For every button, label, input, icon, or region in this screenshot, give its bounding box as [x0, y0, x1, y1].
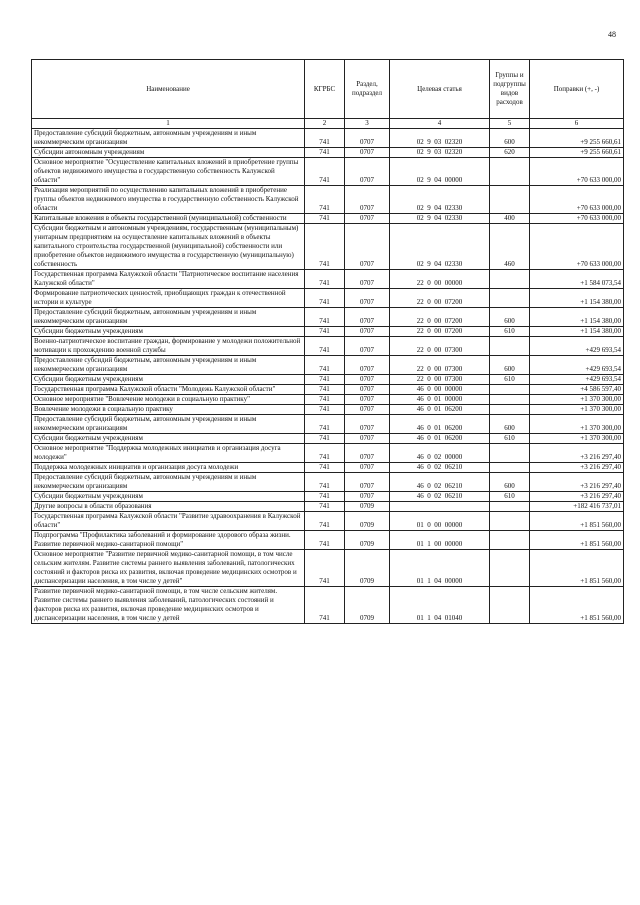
row-kgrbs: 741 [305, 375, 345, 385]
row-section: 0707 [345, 375, 390, 385]
table-row [32, 308, 624, 327]
row-group: 460 [490, 224, 530, 270]
row-section: 0707 [345, 444, 390, 463]
row-amount: +1 370 300,00 [530, 405, 624, 415]
row-section: 0709 [345, 587, 390, 624]
table-row [32, 492, 624, 502]
row-section: 0707 [345, 434, 390, 444]
row-amount: +1 851 560,00 [530, 587, 624, 624]
column-number: 5 [490, 119, 530, 129]
column-number: 2 [305, 119, 345, 129]
row-amount: +70 633 000,00 [530, 186, 624, 214]
row-section: 0707 [345, 356, 390, 375]
row-amount: +1 154 380,00 [530, 327, 624, 337]
row-name: Основное мероприятие "Развитие первичной медико-санитарной помощи, в том числе сельским жителям. Развитие системы раннего выявления заболеваний, патологических состояний и факторов риска их развития, включая проведение медицинских осмотров и диспансеризации населения, в том числе у детей" [32, 550, 305, 587]
row-group [490, 270, 530, 289]
table-row [32, 214, 624, 224]
column-number: 4 [390, 119, 490, 129]
row-name: Субсидии бюджетным учреждениям [32, 375, 305, 385]
row-group: 600 [490, 308, 530, 327]
row-group [490, 289, 530, 308]
row-kgrbs: 741 [305, 356, 345, 375]
row-article: 01 0 00 00000 [390, 512, 490, 531]
row-kgrbs: 741 [305, 415, 345, 434]
row-amount: +1 370 300,00 [530, 395, 624, 405]
row-group: 610 [490, 492, 530, 502]
row-name: Предоставление субсидий бюджетным, автономным учреждениям и иным некоммерческим организациям [32, 415, 305, 434]
row-kgrbs: 741 [305, 434, 345, 444]
table-row [32, 385, 624, 395]
row-name: Государственная программа Калужской области "Патриотическое воспитание населения Калужской области" [32, 270, 305, 289]
row-kgrbs: 741 [305, 158, 345, 186]
row-kgrbs: 741 [305, 473, 345, 492]
row-group [490, 405, 530, 415]
row-amount: +3 216 297,40 [530, 463, 624, 473]
row-article: 01 1 04 00000 [390, 550, 490, 587]
row-article: 02 9 04 02330 [390, 186, 490, 214]
header-section: Раздел, подраздел [345, 60, 390, 119]
row-name: Основное мероприятие "Вовлечение молодежи в социальную практику" [32, 395, 305, 405]
row-article [390, 502, 490, 512]
row-article: 46 0 00 00000 [390, 385, 490, 395]
row-kgrbs: 741 [305, 214, 345, 224]
row-group [490, 385, 530, 395]
table-row [32, 405, 624, 415]
row-section: 0707 [345, 224, 390, 270]
row-article: 01 1 00 00000 [390, 531, 490, 550]
row-name: Субсидии бюджетным и автономным учреждениям, государственным (муниципальным) унитарным предприятиям на осуществление капитальных вложений в объекты капитального строительства государственной (муниципальной) собственности или приобретение объектов недвижимого имущества в государственную (муниципальную) собственность [32, 224, 305, 270]
row-name: Другие вопросы в области образования [32, 502, 305, 512]
header-kgrbs: КГРБС [305, 60, 345, 119]
row-article: 22 0 00 07300 [390, 356, 490, 375]
table-row [32, 434, 624, 444]
header-name: Наименование [32, 60, 305, 119]
row-name: Основное мероприятие "Осуществление капитальных вложений в приобретение группы объектов недвижимого имущества в государственную собственность Калужской области" [32, 158, 305, 186]
row-article: 22 0 00 07200 [390, 289, 490, 308]
row-amount: +429 693,54 [530, 356, 624, 375]
row-article: 46 0 01 06200 [390, 405, 490, 415]
row-group [490, 444, 530, 463]
row-section: 0707 [345, 270, 390, 289]
table-row [32, 289, 624, 308]
table-row [32, 587, 624, 624]
row-section: 0709 [345, 531, 390, 550]
row-kgrbs: 741 [305, 289, 345, 308]
table-header-row [32, 60, 624, 119]
row-kgrbs: 741 [305, 587, 345, 624]
row-group [490, 531, 530, 550]
row-name: Субсидии бюджетным учреждениям [32, 492, 305, 502]
row-group [490, 395, 530, 405]
row-amount: +182 416 737,01 [530, 502, 624, 512]
row-kgrbs: 741 [305, 550, 345, 587]
table-row [32, 415, 624, 434]
table-row [32, 444, 624, 463]
row-name: Поддержка молодежных инициатив и организация досуга молодежи [32, 463, 305, 473]
row-section: 0707 [345, 415, 390, 434]
column-number-row [32, 119, 624, 129]
column-number: 1 [32, 119, 305, 129]
table-row [32, 531, 624, 550]
budget-amendments-table [31, 59, 624, 624]
row-kgrbs: 741 [305, 463, 345, 473]
row-article: 46 0 01 00000 [390, 395, 490, 405]
row-article: 01 1 04 01040 [390, 587, 490, 624]
row-group [490, 337, 530, 356]
table-row [32, 473, 624, 492]
table-row [32, 327, 624, 337]
table-row [32, 356, 624, 375]
row-amount: +9 255 660,61 [530, 148, 624, 158]
row-kgrbs: 741 [305, 270, 345, 289]
row-article: 46 0 02 06210 [390, 463, 490, 473]
row-section: 0707 [345, 405, 390, 415]
row-article: 02 9 04 02330 [390, 224, 490, 270]
row-amount: +70 633 000,00 [530, 158, 624, 186]
row-article: 02 9 04 02330 [390, 214, 490, 224]
row-section: 0707 [345, 129, 390, 148]
row-name: Формирование патриотических ценностей, приобщающих граждан к отечественной истории и культуре [32, 289, 305, 308]
row-article: 46 0 01 06200 [390, 415, 490, 434]
table-row [32, 129, 624, 148]
row-amount: +1 851 560,00 [530, 512, 624, 531]
row-amount: +1 370 300,00 [530, 434, 624, 444]
table-row [32, 375, 624, 385]
row-kgrbs: 741 [305, 502, 345, 512]
row-article: 46 0 02 00000 [390, 444, 490, 463]
row-section: 0707 [345, 148, 390, 158]
row-amount: +1 154 380,00 [530, 308, 624, 327]
row-name: Развитие первичной медико-санитарной помощи, в том числе сельским жителям. Развитие системы раннего выявления заболеваний, патологических состояний и факторов риска их развития, включая проведение медицинских осмотров и диспансеризации населения, в том числе у детей [32, 587, 305, 624]
column-number: 3 [345, 119, 390, 129]
table-row [32, 463, 624, 473]
row-group: 620 [490, 148, 530, 158]
row-amount: +1 851 560,00 [530, 550, 624, 587]
row-kgrbs: 741 [305, 405, 345, 415]
row-amount: +70 633 000,00 [530, 224, 624, 270]
row-name: Предоставление субсидий бюджетным, автономным учреждениям и иным некоммерческим организациям [32, 308, 305, 327]
row-section: 0709 [345, 550, 390, 587]
row-group [490, 158, 530, 186]
row-group [490, 463, 530, 473]
row-article: 02 9 03 02320 [390, 148, 490, 158]
row-kgrbs: 741 [305, 385, 345, 395]
row-kgrbs: 741 [305, 186, 345, 214]
table-row [32, 337, 624, 356]
row-article: 22 0 00 07200 [390, 327, 490, 337]
table-row [32, 502, 624, 512]
row-section: 0709 [345, 502, 390, 512]
row-amount: +429 693,54 [530, 337, 624, 356]
row-kgrbs: 741 [305, 224, 345, 270]
row-section: 0707 [345, 158, 390, 186]
row-article: 22 0 00 07300 [390, 337, 490, 356]
row-kgrbs: 741 [305, 148, 345, 158]
row-name: Подпрограмма "Профилактика заболеваний и формирование здорового образа жизни. Развитие первичной медико-санитарной помощи" [32, 531, 305, 550]
row-section: 0707 [345, 289, 390, 308]
row-name: Предоставление субсидий бюджетным, автономным учреждениям и иным некоммерческим организациям [32, 129, 305, 148]
row-amount: +429 693,54 [530, 375, 624, 385]
row-name: Государственная программа Калужской области "Развитие здравоохранения в Калужской области" [32, 512, 305, 531]
table-row [32, 550, 624, 587]
row-section: 0709 [345, 512, 390, 531]
table-row [32, 395, 624, 405]
row-article: 22 0 00 00000 [390, 270, 490, 289]
row-section: 0707 [345, 385, 390, 395]
row-name: Вовлечение молодежи в социальную практику [32, 405, 305, 415]
table-row [32, 270, 624, 289]
row-name: Военно-патриотическое воспитание граждан, формирование у молодежи положительной мотивации к прохождению военной службы [32, 337, 305, 356]
row-section: 0707 [345, 337, 390, 356]
row-article: 02 9 04 00000 [390, 158, 490, 186]
row-section: 0707 [345, 395, 390, 405]
row-name: Субсидии бюджетным учреждениям [32, 327, 305, 337]
table-row [32, 512, 624, 531]
row-name: Субсидии бюджетным учреждениям [32, 434, 305, 444]
row-kgrbs: 741 [305, 395, 345, 405]
row-amount: +1 154 380,00 [530, 289, 624, 308]
row-article: 02 9 03 02320 [390, 129, 490, 148]
row-group [490, 587, 530, 624]
row-kgrbs: 741 [305, 129, 345, 148]
row-name: Субсидии автономным учреждениям [32, 148, 305, 158]
row-name: Реализация мероприятий по осуществлению капитальных вложений в приобретение группы объектов недвижимого имущества в государственную собственность Калужской области [32, 186, 305, 214]
row-kgrbs: 741 [305, 327, 345, 337]
row-section: 0707 [345, 492, 390, 502]
row-group: 610 [490, 434, 530, 444]
row-amount: +1 851 560,00 [530, 531, 624, 550]
row-article: 46 0 02 06210 [390, 492, 490, 502]
row-name: Предоставление субсидий бюджетным, автономным учреждениям и иным некоммерческим организациям [32, 473, 305, 492]
row-amount: +1 370 300,00 [530, 415, 624, 434]
row-section: 0707 [345, 308, 390, 327]
row-amount: +70 633 000,00 [530, 214, 624, 224]
table-row [32, 224, 624, 270]
row-group: 600 [490, 129, 530, 148]
row-article: 46 0 01 06200 [390, 434, 490, 444]
table-row [32, 148, 624, 158]
row-group: 600 [490, 473, 530, 492]
row-section: 0707 [345, 186, 390, 214]
table-body [32, 129, 624, 624]
row-article: 22 0 00 07200 [390, 308, 490, 327]
row-kgrbs: 741 [305, 444, 345, 463]
row-group [490, 502, 530, 512]
row-kgrbs: 741 [305, 492, 345, 502]
header-article: Целевая статья [390, 60, 490, 119]
row-kgrbs: 741 [305, 308, 345, 327]
row-name: Предоставление субсидий бюджетным, автономным учреждениям и иным некоммерческим организациям [32, 356, 305, 375]
row-name: Основное мероприятие "Поддержка молодежных инициатив и организация досуга молодежи" [32, 444, 305, 463]
row-group: 600 [490, 356, 530, 375]
row-article: 46 0 02 06210 [390, 473, 490, 492]
row-name: Капитальные вложения в объекты государственной (муниципальной) собственности [32, 214, 305, 224]
page-number: 48 [608, 30, 616, 39]
row-amount: +4 586 597,40 [530, 385, 624, 395]
row-amount: +3 216 297,40 [530, 473, 624, 492]
row-name: Государственная программа Калужской области "Молодежь Калужской области" [32, 385, 305, 395]
header-amendments: Поправки (+, -) [530, 60, 624, 119]
row-group: 610 [490, 327, 530, 337]
column-number: 6 [530, 119, 624, 129]
row-article: 22 0 00 07300 [390, 375, 490, 385]
table-row [32, 158, 624, 186]
row-group [490, 186, 530, 214]
row-section: 0707 [345, 473, 390, 492]
row-section: 0707 [345, 214, 390, 224]
row-section: 0707 [345, 327, 390, 337]
row-amount: +1 584 073,54 [530, 270, 624, 289]
row-amount: +3 216 297,40 [530, 444, 624, 463]
row-section: 0707 [345, 463, 390, 473]
row-kgrbs: 741 [305, 531, 345, 550]
table-row [32, 186, 624, 214]
row-group: 400 [490, 214, 530, 224]
row-group [490, 550, 530, 587]
row-amount: +3 216 297,40 [530, 492, 624, 502]
row-amount: +9 255 660,61 [530, 129, 624, 148]
row-group: 600 [490, 415, 530, 434]
row-kgrbs: 741 [305, 512, 345, 531]
row-group [490, 512, 530, 531]
row-kgrbs: 741 [305, 337, 345, 356]
header-groups: Группы и подгруппы видов расходов [490, 60, 530, 119]
row-group: 610 [490, 375, 530, 385]
